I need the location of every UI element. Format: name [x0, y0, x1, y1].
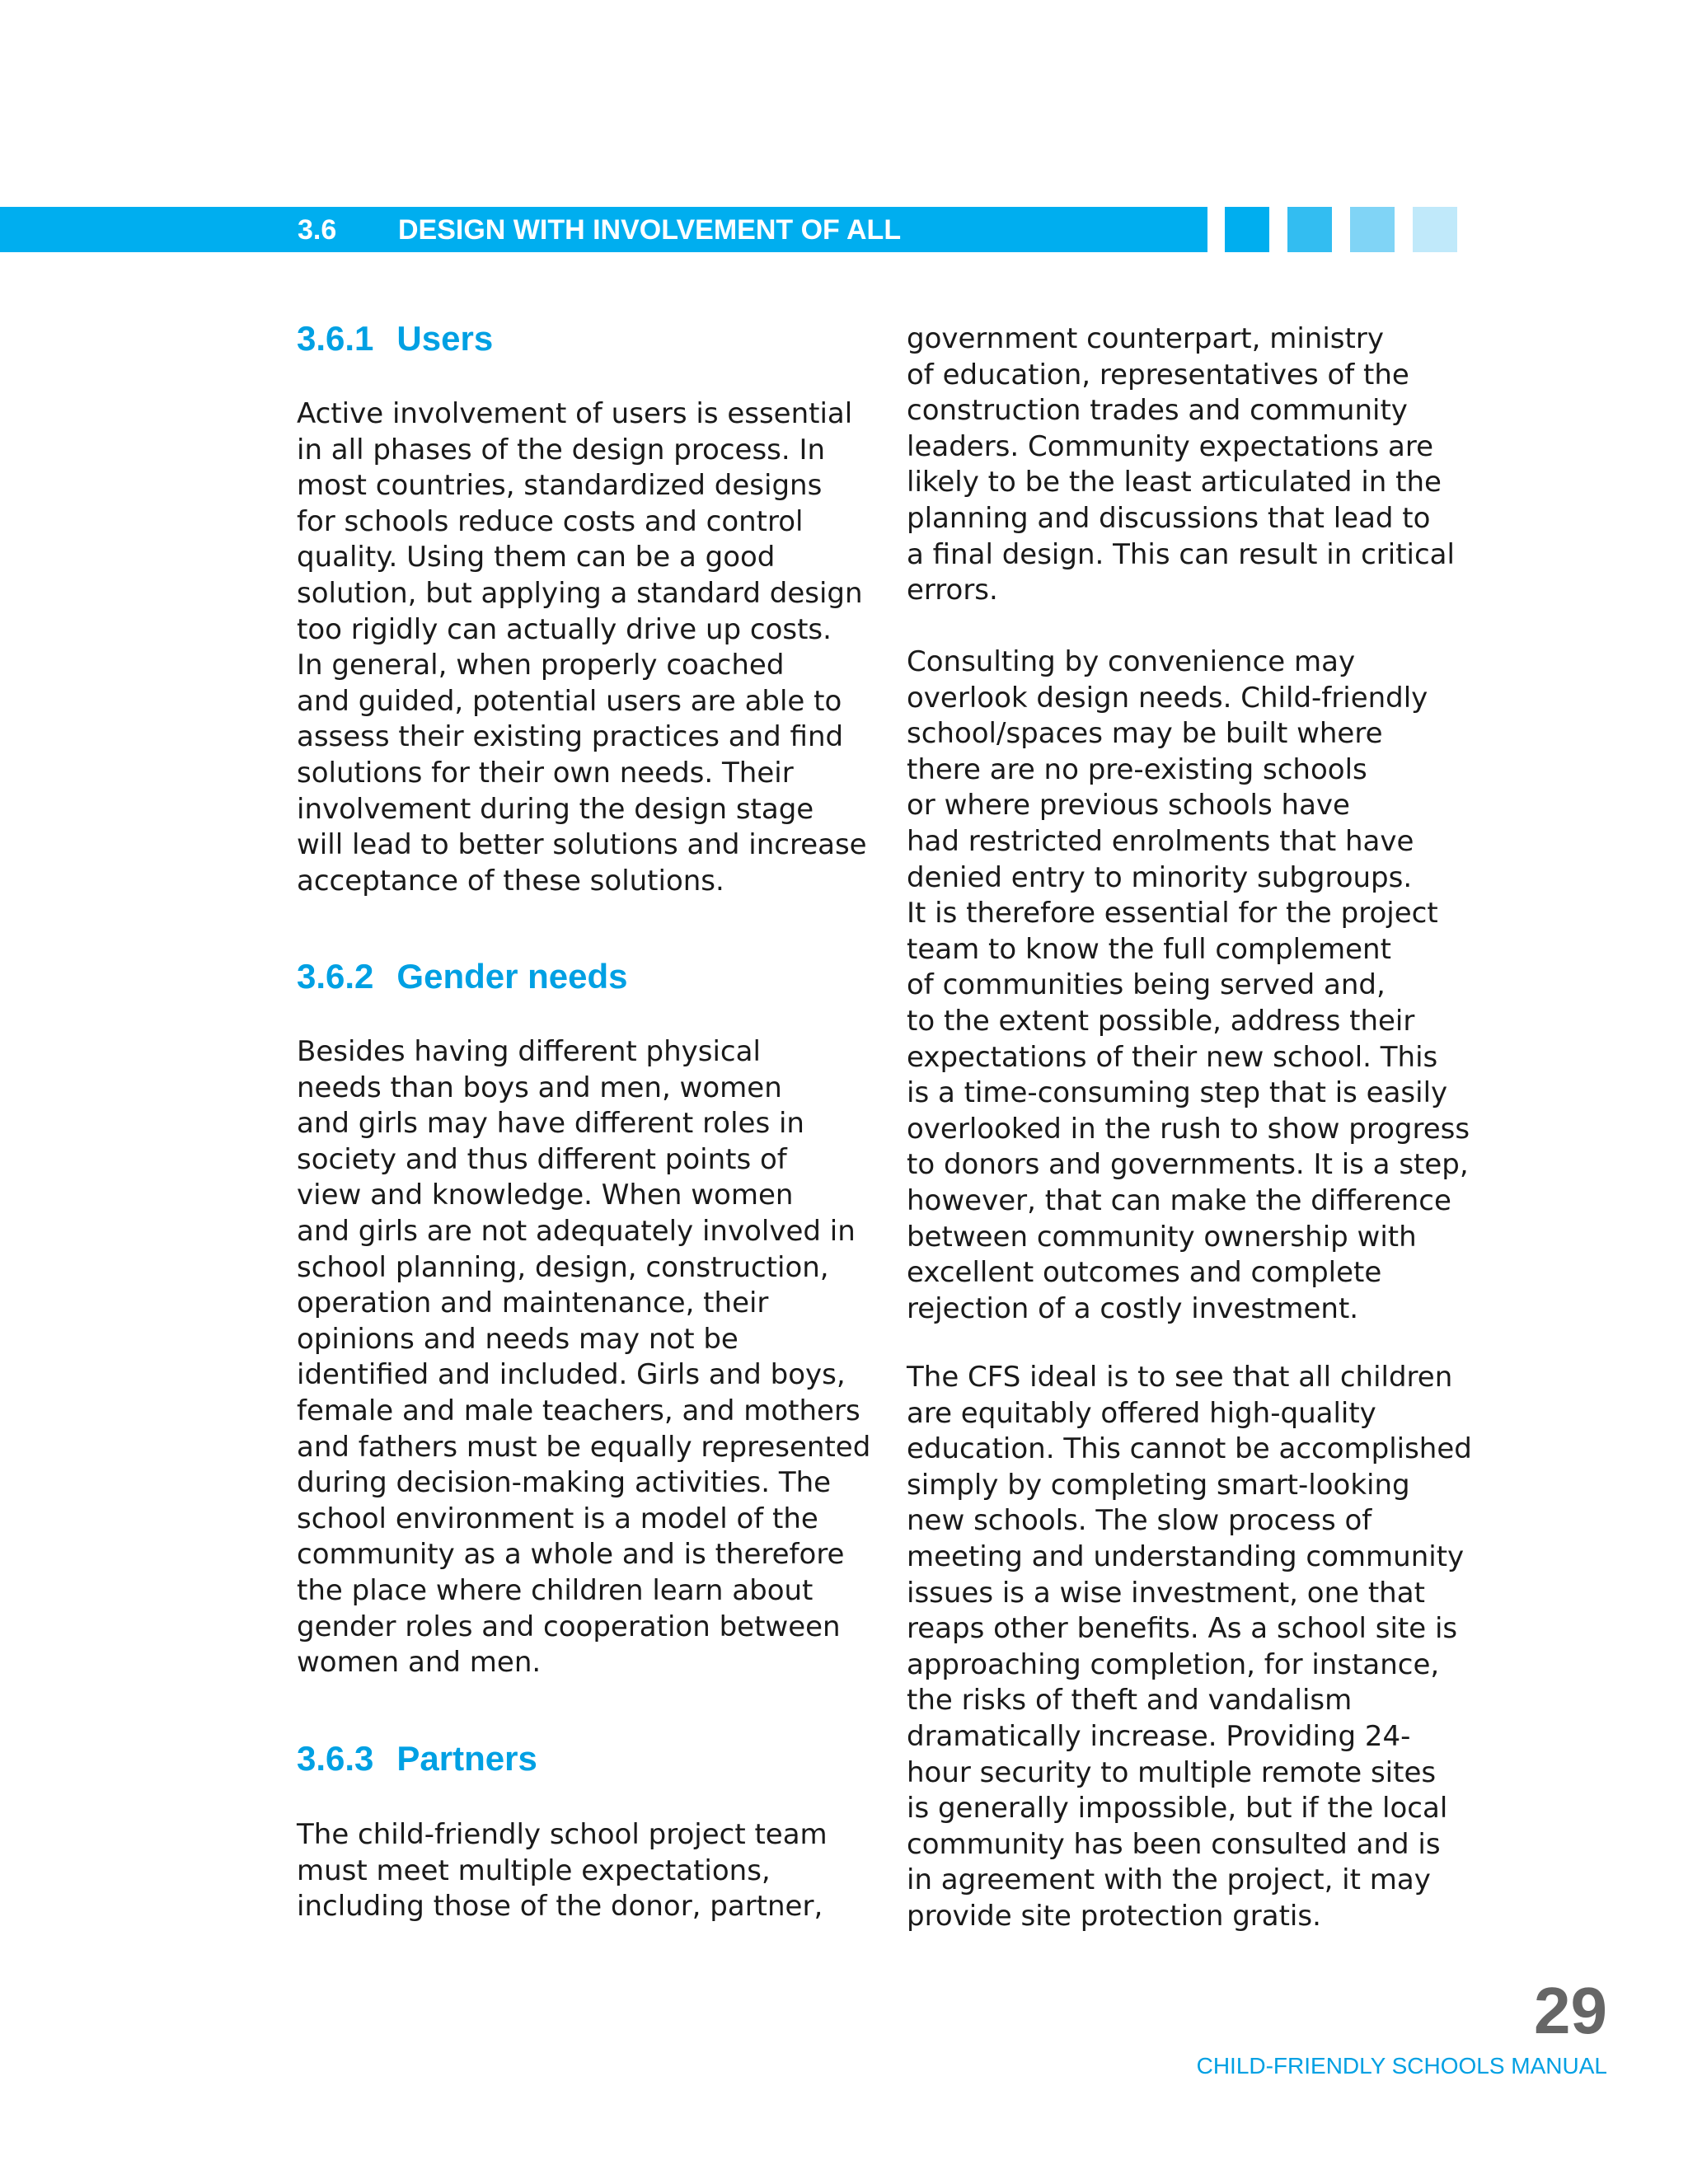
subsection-heading-gender-needs [297, 956, 628, 997]
cfs-ideal-paragraph: The CFS ideal is to see that all children are equitably offered high-quality education. This cannot be accomplished simply by completing smart-looking new schools. The slow process of meeting and understanding community issues is a wise investment, one that reaps other benefits. As a school site is approaching completion, for instance, the risks of theft and vandalism dramatically increase. Providing 24- hour security to multiple remote sites is generally impossible, but if the local community has been consulted and is in agreement with the project, it may provide site protection gratis. [907, 1361, 1472, 1933]
partners-paragraph-continued: government counterpart, ministry of education, representatives of the construction trades and community leaders. Community expectations are likely to be the least articulated in the planning and discussions that lead to a final design. This can result in critical errors. [907, 322, 1455, 607]
subsection-number: 3.6.2 [297, 957, 374, 996]
partners-paragraph: The child-friendly school project team must meet multiple expectations, including those of the donor, partner, [297, 1818, 828, 1924]
decorative-square [1287, 207, 1332, 252]
subsection-title: Users [396, 319, 494, 358]
section-number: 3.6 [298, 214, 337, 246]
subsection-title: Partners [396, 1739, 537, 1778]
subsection-heading-users [297, 318, 493, 359]
subsection-title: Gender needs [396, 957, 628, 996]
page-number: 29 [1534, 1974, 1607, 2047]
subsection-number: 3.6.1 [297, 319, 374, 358]
decorative-square [1350, 207, 1395, 252]
decorative-square [1225, 207, 1269, 252]
consulting-paragraph: Consulting by convenience may overlook design needs. Child-friendly school/spaces may be built where there are no pre-existing schools or where previous schools have had restricted enrolments that have denied entry to minority subgroups. It is therefore essential for the project team to know the full complement of communities being served and, to the extent possible, address their expectations of their new school. This is a time-consuming step that is easily overlooked in the rush to show progress to donors and governments. It is a step, however, that can make the difference between community ownership with excellent outcomes and complete rejection of a costly investment. [907, 645, 1470, 1325]
section-title: DESIGN WITH INVOLVEMENT OF ALL [398, 214, 902, 246]
decorative-square [1413, 207, 1457, 252]
running-footer-title: CHILD-FRIENDLY SCHOOLS MANUAL [1196, 2053, 1607, 2079]
gender-needs-paragraph: Besides having different physical needs than boys and men, women and girls may have different roles in society and thus different points of view and knowledge. When women and girls are not adequately involved in school planning, design, construction, operation and maintenance, their opinions and needs may not be identified and included. Girls and boys, female and male teachers, and mothers and fathers must be equally represented during decision-making activities. The school environment is a model of the community as a whole and is therefore the place where children learn about gender roles and cooperation between women and men. [297, 1035, 871, 1680]
subsection-number: 3.6.3 [297, 1739, 374, 1778]
subsection-heading-partners [297, 1738, 537, 1779]
users-paragraph: Active involvement of users is essential in all phases of the design process. In most countries, standardized designs for schools reduce costs and control quality. Using them can be a good solution, but applying a standard design too rigidly can actually drive up costs. In general, when properly coached and guided, potential users are able to assess their existing practices and find solutions for their own needs. Their involvement during the design stage will lead to better solutions and increase acceptance of these solutions. [297, 397, 867, 898]
